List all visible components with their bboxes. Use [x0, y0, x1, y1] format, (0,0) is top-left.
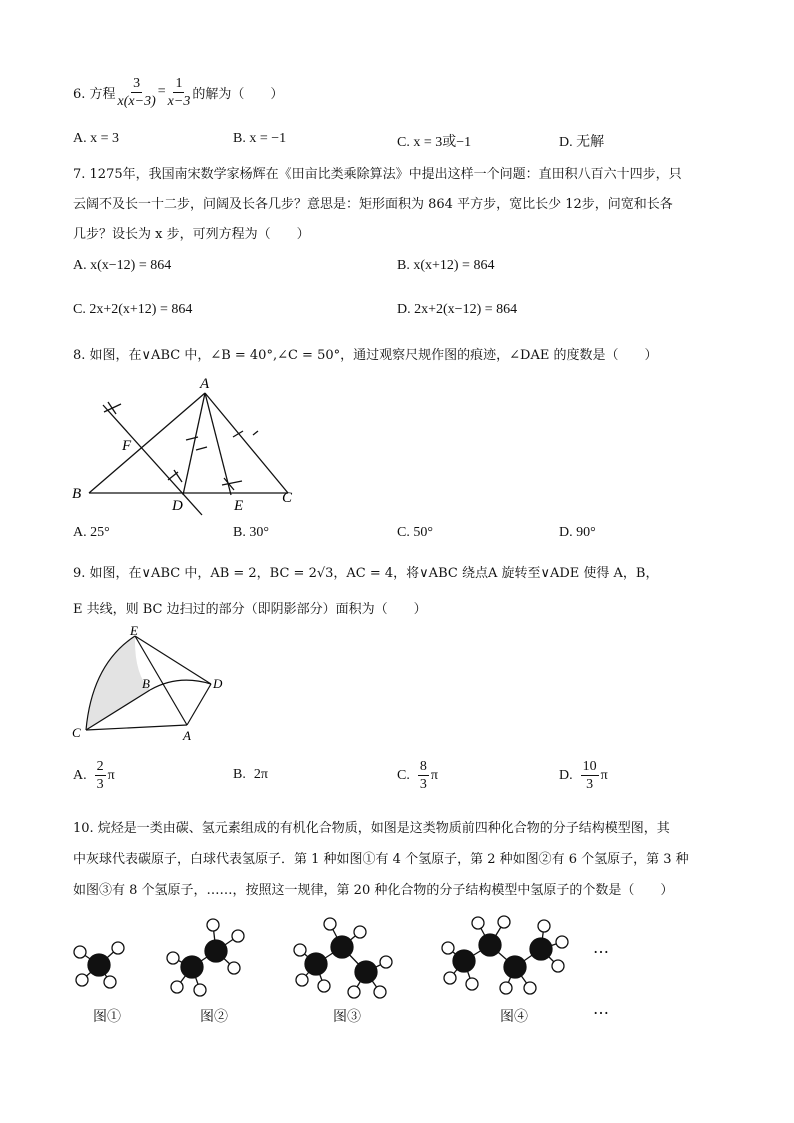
molecule-3 [294, 918, 392, 998]
q8-label-c: C [282, 490, 293, 506]
molecule-2 [167, 919, 244, 996]
q10-line-2: 中灰球代表碳原子，白球代表氢原子．第 1 种如图①有 4 个氢原子，第 2 种如图②有 6 个氢原子，第 3 种 [73, 852, 689, 867]
q8-option-d: D. 90° [559, 525, 596, 540]
q10-ellipsis-bottom: … [593, 999, 609, 1018]
q8-option-b: B. 30° [233, 525, 269, 540]
q9-option-d: D. $\frac{10}{3}$ π [559, 759, 608, 792]
q6-option-a: A. x = 3 [73, 131, 120, 146]
q10-line-3: 如图③有 8 个氢原子，……，按照这一规律，第 20 种化合物的分子结构模型中氢原子的个数是（ ） [73, 883, 674, 898]
q9-line-1: 9. 如图，在∨ABC 中，AB = 2，BC = 2√3，AC = 4，将∨ABC 绕点A 旋转至∨ADE 使得 A，B， [73, 566, 659, 581]
q10-ellipsis-top: … [593, 938, 609, 957]
q9-rotation-figure [66, 624, 246, 746]
q8-label-d: D [172, 498, 183, 514]
q8-label-b: B [72, 486, 82, 502]
q10-line-1: 10. 烷烃是一类由碳、氢元素组成的有机化合物质，如图是这类物质前四种化合物的分子结构模型图，其 [73, 821, 670, 836]
q9-label-e: E [130, 624, 138, 638]
q7-option-d: D. 2x+2(x−12) = 864 [397, 302, 518, 317]
q8-stem: 8. 如图，在∨ABC 中，∠B = 40°,∠C = 50°，通过观察尺规作图的痕迹，∠DAE 的度数是（ ） [73, 348, 658, 363]
molecule-4 [442, 916, 568, 994]
q6-stem-suffix: 的解为（ ） [192, 86, 284, 102]
molecule-1 [74, 942, 124, 988]
q7-line-3: 几步？设长为 x 步，可列方程为（ ） [73, 227, 310, 242]
q9-label-c: C [72, 725, 81, 740]
q10-figure-label-3: 图③ [333, 1009, 361, 1025]
q7-option-a: A. x(x−12) = 864 [73, 258, 172, 273]
q6-fraction-1: $\frac{3}{x(x-3)}$ [117, 75, 156, 109]
q9-line-2: E 共线，则 BC 边扫过的部分（即阴影部分）面积为（ ） [73, 602, 427, 617]
q9-option-a: A. $\frac{2}{3}$ π [73, 759, 115, 792]
q7-option-c: C. 2x+2(x+12) = 864 [73, 302, 193, 317]
q9-option-b: B. 2π [233, 767, 268, 782]
q7-line-1: 7. 1275年，我国南宋数学家杨辉在《田亩比类乘除算法》中提出这样一个问题：直田积八百六十四步，只 [73, 167, 682, 182]
q10-figure-label-1: 图① [93, 1009, 121, 1025]
q9-option-c: C. $\frac{8}{3}$ π [397, 759, 438, 792]
q8-triangle-figure [66, 372, 306, 520]
q7-line-2: 云阔不及长一十二步，问阔及长各几步？意思是：矩形面积为 864 平方步，宽比长少 12步，问宽和长各 [73, 197, 673, 212]
q9-label-a: A [183, 728, 191, 743]
q9-label-b: B [142, 676, 150, 691]
q7-option-b: B. x(x+12) = 864 [397, 258, 495, 273]
q10-molecule-figures [66, 910, 626, 1002]
q9-label-d: D [213, 676, 223, 691]
q10-figure-label-2: 图② [200, 1009, 228, 1025]
q6-option-d: D. 无解 [559, 135, 605, 150]
q8-label-f: F [122, 438, 132, 454]
q8-option-a: A. 25° [73, 525, 110, 540]
q8-label-a: A [200, 376, 210, 392]
q6-fraction-2: $\frac{1}{x-3}$ [167, 75, 191, 109]
q6-option-c: C. x = 3或−1 [397, 135, 472, 150]
q10-figure-label-4: 图④ [500, 1009, 528, 1025]
q6-option-b: B. x = −1 [233, 131, 287, 146]
q6-stem: 6. 方程 $\frac{3}{x(x-3)}$ = $\frac{1}{x-3}$ 的解为（ ） [73, 75, 284, 109]
q8-label-e: E [234, 498, 244, 514]
q8-option-c: C. 50° [397, 525, 433, 540]
q6-stem-prefix: 6. 方程 [73, 86, 116, 102]
